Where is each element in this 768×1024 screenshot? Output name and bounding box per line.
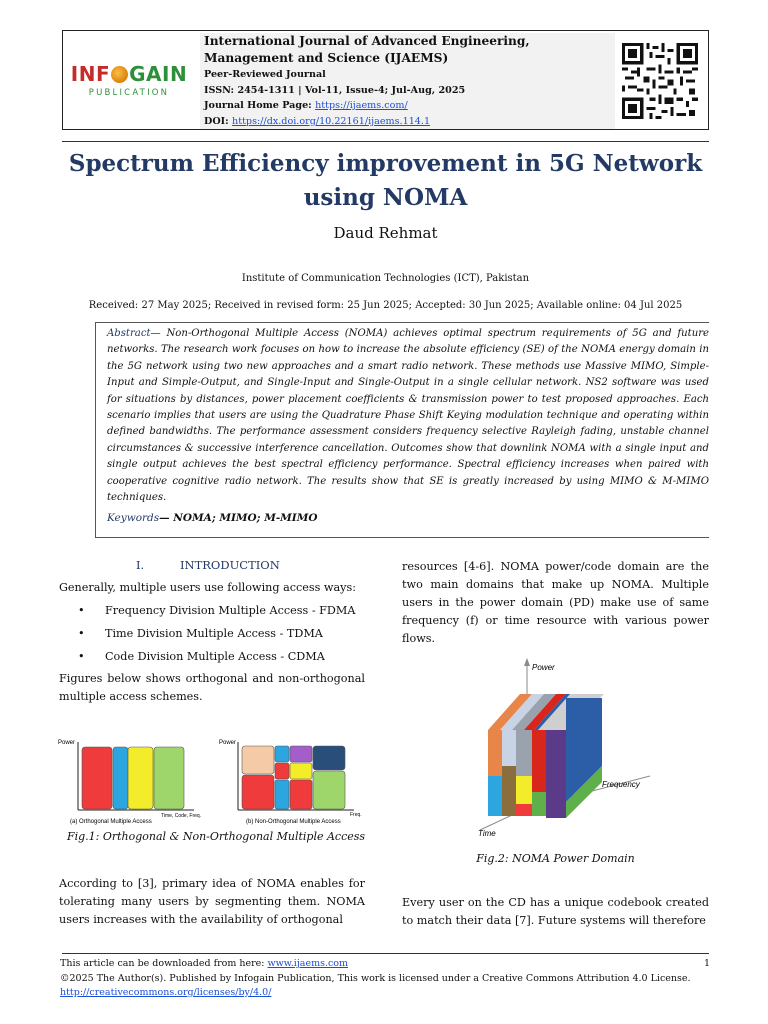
- license-text: ©2025 The Author(s). Published by Infogain Publication, This work is licensed under a Creative Commons Attribution 4.0 License.: [60, 972, 691, 984]
- intro-right-paragraph-2: Every user on the CD has a unique codebook created to match their data [7]. Future systems will therefore: [402, 896, 709, 927]
- abstract-text: — Non-Orthogonal Multiple Access (NOMA) achieves optimal spectrum requirements of 5G and future networks. The research work focuses on how to increase the absolute efficiency (SE) of the NOMA energy domain in the 5G network using two new approaches and a smart radio network. These methods use Massive MIMO, Simple-Input and Simple-Output, and Single-Input and Single-Output in a single cellular network. NS2 software was used for situations by distances, power placement coefficients & transmission power to test proposed approaches. Each scenario implies that users are using the Quadrature Phase Shift Keying modulation technique and operating within defined bandwidths. The performance assessment considers frequency selective Rayleigh fading, unstable channel circumstances & successive interference cancellation. Outcomes show that downlink NOMA with a single input and single output achieves the best spectral efficiency performance. Spectral efficiency increases when paired with cooperative cognitive radio network. The results show that SE is greatly increased by using MIMO & M-MIMO techniques.: [107, 328, 709, 504]
- download-link[interactable]: www.ijaems.com: [267, 958, 349, 969]
- fig1b-block: [290, 746, 312, 762]
- fig1a-block: [113, 747, 128, 809]
- fig2-cell: [516, 730, 532, 776]
- logo-subtitle: PUBLICATION: [88, 88, 170, 98]
- issn-line: ISSN: 2454-1311 | Vol-11, Issue-4; Jul-Aug, 2025: [204, 84, 466, 96]
- fig1b-block: [242, 746, 274, 774]
- journal-header: [62, 30, 709, 130]
- fig1b-block: [313, 771, 345, 809]
- intro-paragraph-1: Generally, multiple users use following access ways:: [59, 581, 357, 594]
- license-link[interactable]: http://creativecommons.org/licenses/by/4.0/: [60, 987, 272, 998]
- fig1b-block: [290, 763, 312, 779]
- list-item: • Frequency Division Multiple Access - FDMA: [78, 602, 368, 625]
- fig2-cell: [502, 766, 516, 816]
- header-divider: [62, 141, 709, 142]
- fig2-cell: [546, 730, 566, 818]
- list-item: • Time Division Multiple Access - TDMA: [78, 625, 368, 648]
- fig1b-block: [242, 775, 274, 809]
- qr-code-icon[interactable]: [622, 43, 698, 119]
- home-page-label: Journal Home Page:: [204, 100, 316, 111]
- fig1a-block: [128, 747, 153, 809]
- logo-wordmark: INF GAIN: [70, 62, 188, 86]
- figure-1-diagram: [56, 732, 376, 832]
- affiliation: Institute of Communication Technologies (ICT), Pakistan: [241, 273, 530, 284]
- fig2-cell: [488, 730, 502, 776]
- abstract-box: [95, 322, 709, 538]
- fig1a-block: [82, 747, 112, 809]
- intro-right-paragraph-1: resources [4-6]. NOMA power/code domain are the two main domains that make up NOMA. Multiple users in the power domain (PD) make use of same frequency (f) or time resource with various power flows.: [402, 560, 709, 645]
- abstract-paragraph: [107, 326, 709, 506]
- access-method-list: [78, 602, 368, 671]
- section-number: I.: [136, 558, 145, 572]
- journal-title: International Journal of Advanced Engineering, Management and Science (IJAEMS): [204, 34, 530, 65]
- keywords-label: Keywords: [107, 512, 160, 525]
- section-title: INTRODUCTION: [180, 558, 280, 572]
- article-title: Spectrum Efficiency improvement in 5G Network using NOMA: [68, 150, 703, 211]
- keywords-text: — NOMA; MIMO; M-MIMO: [159, 512, 318, 525]
- fig1b-block: [275, 763, 289, 779]
- fig1b-power-label: Power: [219, 740, 237, 746]
- fig1b-block: [313, 746, 345, 770]
- fig2-cell: [516, 776, 532, 804]
- arrow-up-icon: [524, 658, 530, 666]
- fig1a-block: [154, 747, 184, 809]
- journal-info: [200, 33, 615, 129]
- fig2-time-label: Time: [478, 829, 496, 838]
- fig2-cell: [502, 730, 516, 766]
- doi-label: DOI:: [204, 115, 233, 127]
- peer-reviewed-label: Peer-Reviewed Journal: [204, 69, 326, 80]
- home-page-line: [204, 98, 611, 114]
- home-page-link[interactable]: https://ijaems.com/: [315, 100, 408, 111]
- fig2-cell: [532, 792, 546, 816]
- article-dates: Received: 27 May 2025; Received in revised form: 25 Jun 2025; Accepted: 30 Jun 2025; Available online: 04 Jul 2025: [88, 300, 683, 311]
- fig1b-axis-label: Freq.: [350, 812, 362, 818]
- figure-2-diagram: [470, 658, 660, 840]
- fig1b-subcaption: (b) Non-Orthogonal Multiple Access: [246, 819, 341, 825]
- keywords-line: [107, 512, 709, 524]
- author-name: Daud Rehmat: [333, 224, 438, 242]
- figure-1-caption: Fig.1: Orthogonal & Non-Orthogonal Multiple Access: [66, 830, 366, 843]
- fig2-power-label: Power: [532, 663, 555, 672]
- fig1a-axis-label: Time, Code, Freq.: [161, 813, 202, 819]
- fig1b-block: [290, 780, 312, 809]
- fig1a-power-label: Power: [58, 740, 76, 746]
- license-line: [60, 972, 710, 1001]
- fig2-cell: [532, 730, 546, 792]
- figure-2-caption: Fig.2: NOMA Power Domain: [476, 852, 635, 865]
- fig2-cell: [488, 776, 502, 816]
- page-footer: [60, 957, 710, 1001]
- publisher-logo: [63, 31, 195, 129]
- fig2-cell: [516, 804, 532, 816]
- page-number: 1: [703, 958, 710, 969]
- doi-link[interactable]: https://dx.doi.org/10.22161/ijaems.114.1: [232, 115, 431, 127]
- list-item: • Code Division Multiple Access - CDMA: [78, 648, 368, 671]
- fig1b-block: [275, 780, 289, 809]
- download-label: This article can be downloaded from here:: [60, 958, 268, 969]
- doi-line: [204, 114, 611, 130]
- fig1b-block: [275, 746, 289, 762]
- fig2-frequency-label: Frequency: [602, 780, 640, 789]
- intro-paragraph-2: Figures below shows orthogonal and non-orthogonal multiple access schemes.: [59, 672, 365, 703]
- footer-divider: [62, 953, 709, 954]
- download-line: [60, 957, 710, 972]
- intro-paragraph-3: According to [3], primary idea of NOMA enables for tolerating many users by segmenting them. NOMA users increases with the availability of orthogonal: [59, 877, 365, 926]
- abstract-label: Abstract: [107, 328, 151, 339]
- globe-icon: [111, 66, 128, 83]
- fig1a-subcaption: (a) Orthogonal Multiple Access: [70, 819, 152, 825]
